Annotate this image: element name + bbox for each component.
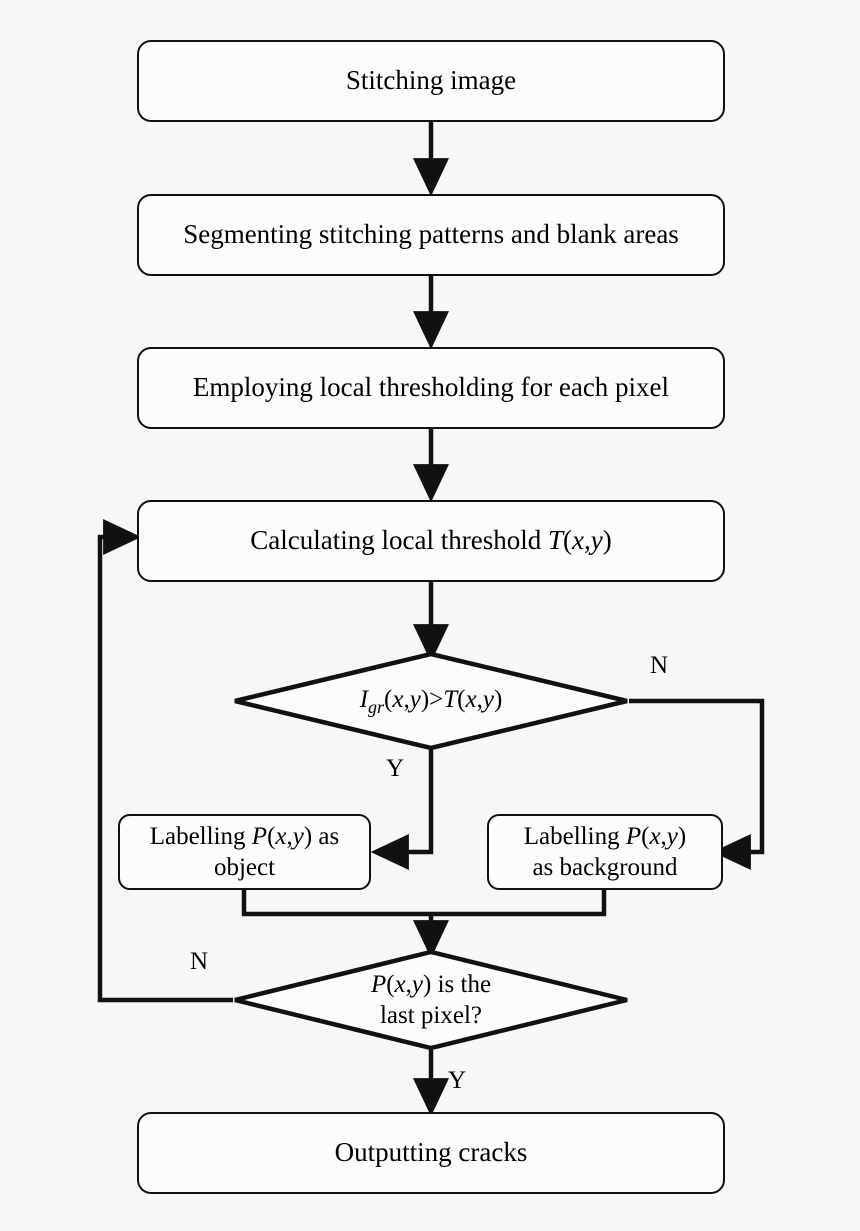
edge-label-y-threshold: Y	[386, 755, 405, 782]
node-label-as-background	[487, 814, 723, 890]
node-label: Employing local thresholding for each pixel	[192, 372, 670, 403]
decision-intensity-greater-than-threshold	[233, 652, 629, 750]
node-calculating-local-threshold	[137, 500, 725, 582]
node-label: Stitching image	[345, 65, 517, 96]
node-label: Outputting cracks	[334, 1137, 528, 1168]
node-segmenting-patterns	[137, 194, 725, 276]
decision-label: P(x,y) is the last pixel?	[370, 970, 492, 1029]
node-outputting-cracks	[137, 1112, 725, 1194]
edge-label-n-last-pixel: N	[190, 948, 209, 975]
node-label: Labelling P(x,y) as background	[523, 822, 687, 881]
node-label: Segmenting stitching patterns and blank areas	[183, 219, 679, 250]
node-employing-local-thresholding	[137, 347, 725, 429]
node-label: Labelling P(x,y) as object	[149, 822, 340, 881]
edge-label-n-threshold: N	[650, 652, 669, 679]
node-label: Calculating local threshold T(x,y)	[250, 525, 612, 556]
node-stitching-image	[137, 40, 725, 122]
edge-label-y-last-pixel: Y	[448, 1067, 467, 1094]
node-label-as-object	[118, 814, 371, 890]
decision-label: $I_{gr}(x,y)>T(x,y)$	[359, 685, 503, 717]
decision-last-pixel	[233, 950, 629, 1050]
